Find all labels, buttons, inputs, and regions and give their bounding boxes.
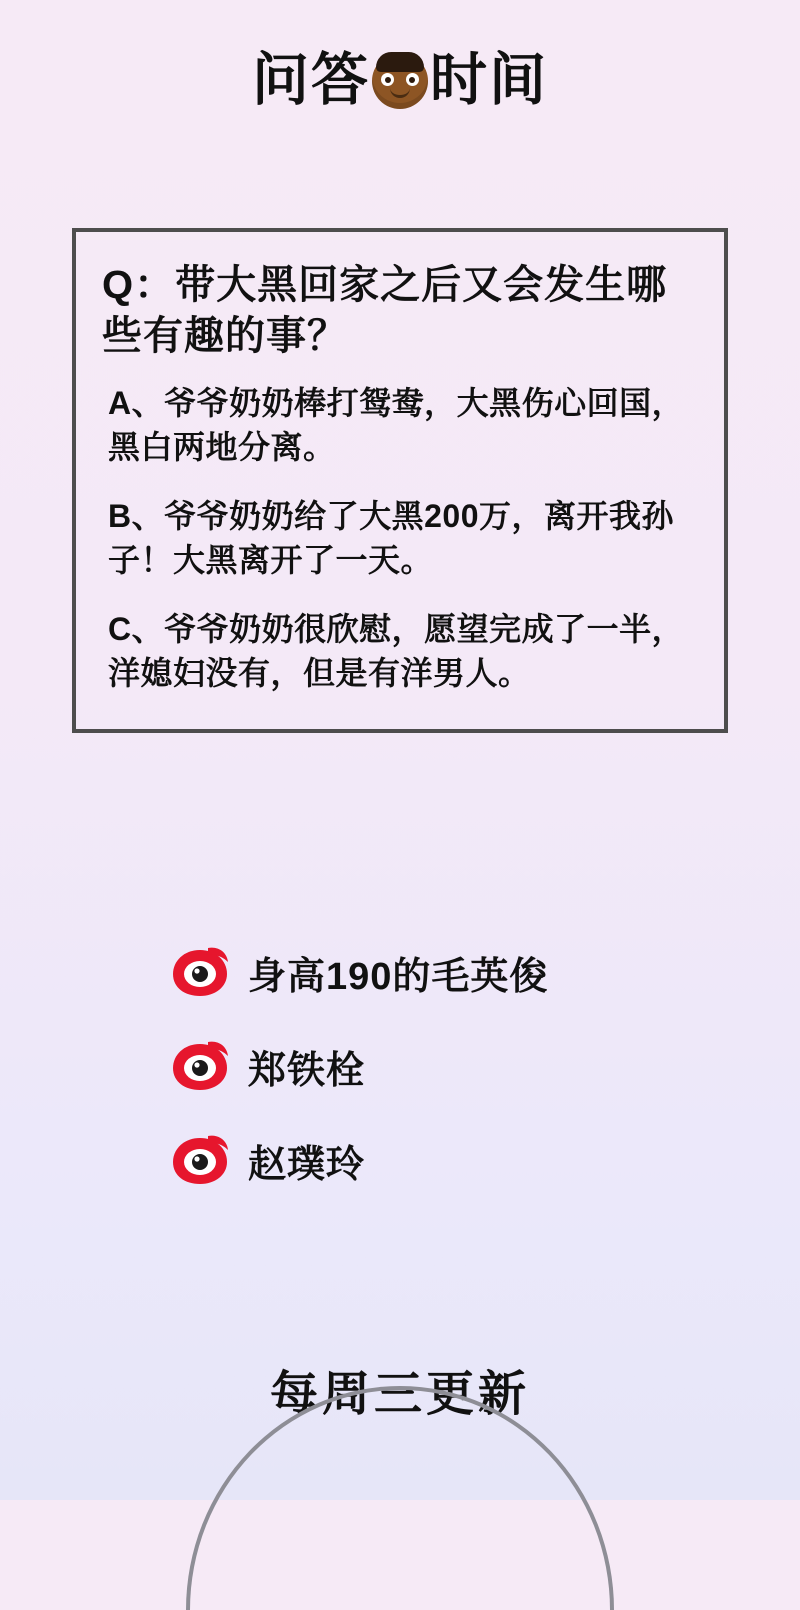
page-title-right: 时间 <box>430 48 548 112</box>
credit-item[interactable] <box>170 940 730 1004</box>
update-schedule-note: 每周三更新 <box>269 1368 530 1421</box>
boy-face-emoji <box>372 53 428 109</box>
emoji-pupil-left <box>385 77 391 83</box>
credit-name: 身高190的毛英俊 <box>248 955 549 998</box>
credit-name: 郑铁栓 <box>248 1049 366 1092</box>
option-b[interactable]: B、爷爷奶奶给了大黑200万，离开我孙子！大黑离开了一天。 <box>108 498 675 578</box>
page-title-left: 问答 <box>252 48 370 112</box>
emoji-hair <box>376 52 424 72</box>
credits-list <box>170 940 730 1222</box>
weibo-icon <box>170 1038 232 1094</box>
option-c[interactable]: C、爷爷奶奶很欣慰，愿望完成了一半，洋媳妇没有，但是有洋男人。 <box>108 611 685 691</box>
page-title <box>252 48 548 112</box>
question-text: Q：带大黑回家之后又会发生哪些有趣的事？ <box>102 263 668 359</box>
weibo-icon <box>170 1132 232 1188</box>
qa-card <box>72 228 728 733</box>
page-header <box>0 0 800 112</box>
emoji-pupil-right <box>409 77 415 83</box>
option-a[interactable]: A、爷爷奶奶棒打鸳鸯，大黑伤心回国，黑白两地分离。 <box>108 385 685 465</box>
emoji-mouth <box>390 87 410 98</box>
credit-name: 赵璞玲 <box>248 1143 366 1186</box>
credit-item[interactable] <box>170 1128 730 1192</box>
weibo-icon <box>170 944 232 1000</box>
credit-item[interactable] <box>170 1034 730 1098</box>
